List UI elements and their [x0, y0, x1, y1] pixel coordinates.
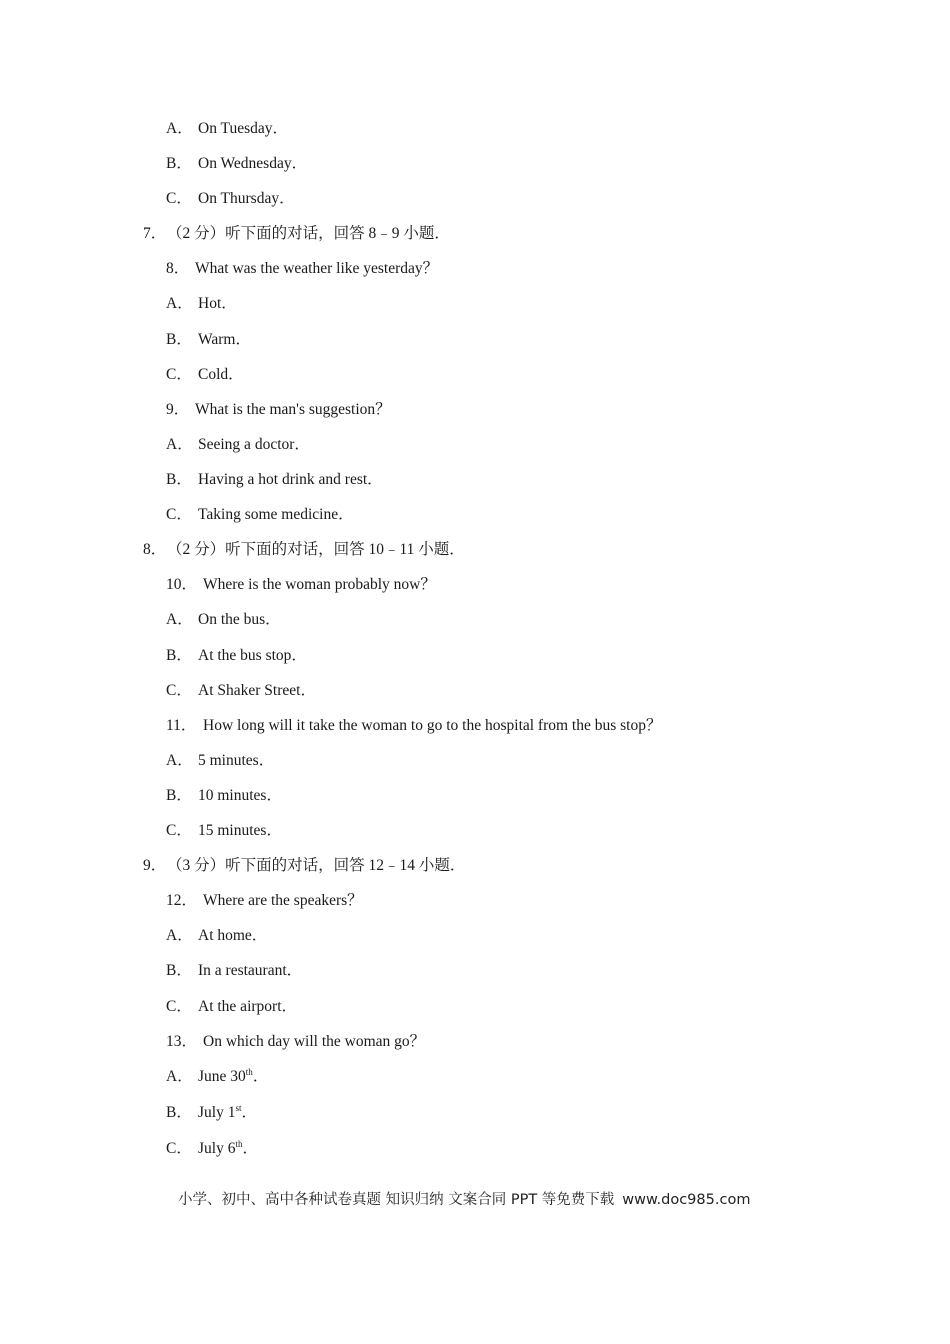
option-c	[166, 997, 297, 1017]
option-tail: ．	[242, 1140, 258, 1157]
option-letter: C．	[166, 998, 192, 1015]
option-c	[166, 365, 244, 385]
option-letter: A．	[166, 436, 193, 453]
option-b	[166, 470, 383, 490]
option-letter: B．	[166, 471, 192, 488]
option-letter: B．	[166, 1104, 192, 1121]
option-a	[166, 1067, 268, 1087]
option-tail: ．	[252, 1068, 269, 1085]
question-text: What was the weather like yesterday？	[195, 260, 439, 277]
option-text: Taking some medicine．	[198, 506, 354, 523]
question-number: 13．	[166, 1033, 198, 1050]
section-number: 8．	[143, 541, 167, 558]
option-letter: A．	[166, 752, 193, 769]
question	[166, 400, 391, 420]
option-b	[166, 1103, 257, 1123]
option-letter: A．	[166, 1068, 193, 1085]
question-number: 8．	[166, 260, 190, 277]
option-letter: B．	[166, 155, 192, 172]
option-text: 10 minutes．	[198, 787, 282, 804]
section-text: （3 分）听下面的对话，回答 12﹣14 小题．	[167, 857, 466, 874]
question-text: What is the man's suggestion？	[195, 401, 391, 418]
option-letter: C．	[166, 682, 192, 699]
option-text: In a restaurant．	[198, 962, 303, 979]
section-text: （2 分）听下面的对话，回答 10﹣11 小题．	[167, 541, 465, 558]
option-text: Having a hot drink and rest．	[198, 471, 383, 488]
option-letter: B．	[166, 962, 192, 979]
option-a	[166, 435, 310, 455]
option-letter: B．	[166, 787, 192, 804]
option-text: June 30	[198, 1068, 246, 1085]
option-text: At home．	[198, 927, 268, 944]
option-text: Seeing a doctor．	[198, 436, 310, 453]
ordinal-suffix: st	[235, 1103, 242, 1113]
option-c	[166, 505, 354, 525]
option-letter: B．	[166, 331, 192, 348]
option-text: On Thursday．	[198, 190, 295, 207]
section-heading	[143, 856, 465, 876]
option-text: July 1	[198, 1104, 236, 1121]
section-number: 7．	[143, 225, 167, 242]
option-a	[166, 926, 267, 946]
option-letter: B．	[166, 647, 192, 664]
option-text: On Wednesday．	[198, 155, 308, 172]
question	[166, 1032, 425, 1052]
option-letter: C．	[166, 506, 192, 523]
option-letter: C．	[166, 822, 192, 839]
option-text: July 6	[198, 1140, 236, 1157]
question-text: Where are the speakers？	[203, 892, 363, 909]
question	[166, 259, 438, 279]
option-text: Cold．	[198, 366, 244, 383]
option-letter: A．	[166, 611, 193, 628]
option-letter: A．	[166, 120, 193, 137]
question	[166, 575, 436, 595]
question	[166, 716, 662, 736]
option-letter: C．	[166, 1140, 192, 1157]
option-letter: C．	[166, 366, 192, 383]
question-text: On which day will the woman go？	[203, 1033, 426, 1050]
option-c	[166, 681, 316, 701]
option-c	[166, 821, 282, 841]
option-b	[166, 961, 302, 981]
option-text: 5 minutes．	[198, 752, 275, 769]
option-c	[166, 1139, 258, 1159]
option-c	[166, 189, 295, 209]
section-number: 9．	[143, 857, 167, 874]
question-text: How long will it take the woman to go to the hospital from the bus stop？	[203, 717, 662, 734]
ordinal-suffix: th	[245, 1067, 253, 1077]
option-a	[166, 610, 281, 630]
question-number: 11．	[166, 717, 197, 734]
section-heading	[143, 540, 465, 560]
option-text: At the bus stop．	[198, 647, 307, 664]
option-tail: ．	[241, 1104, 257, 1121]
question-number: 9．	[166, 401, 190, 418]
option-b	[166, 154, 307, 174]
question-number: 10．	[166, 576, 198, 593]
option-letter: A．	[166, 295, 193, 312]
option-a	[166, 294, 237, 314]
footer-text: 小学、初中、高中各种试卷真题 知识归纳 文案合同 PPT 等免费下载	[178, 1192, 615, 1208]
option-text: Warm．	[198, 331, 251, 348]
option-b	[166, 330, 251, 350]
section-heading	[143, 224, 450, 244]
question-number: 12．	[166, 892, 198, 909]
option-b	[166, 786, 282, 806]
option-text: At Shaker Street．	[198, 682, 316, 699]
option-a	[166, 119, 288, 139]
option-text: On Tuesday．	[198, 120, 289, 137]
option-b	[166, 646, 307, 666]
option-text: Hot．	[198, 295, 237, 312]
option-text: 15 minutes．	[198, 822, 282, 839]
footer-url: www.doc985.com	[622, 1192, 751, 1208]
option-letter: C．	[166, 190, 192, 207]
question	[166, 891, 363, 911]
ordinal-suffix: th	[235, 1139, 243, 1149]
option-text: On the bus．	[198, 611, 281, 628]
option-letter: A．	[166, 927, 193, 944]
section-text: （2 分）听下面的对话，回答 8﹣9 小题．	[167, 225, 450, 242]
option-a	[166, 751, 274, 771]
option-text: At the airport．	[198, 998, 298, 1015]
page-footer	[178, 1190, 750, 1210]
question-text: Where is the woman probably now？	[203, 576, 436, 593]
